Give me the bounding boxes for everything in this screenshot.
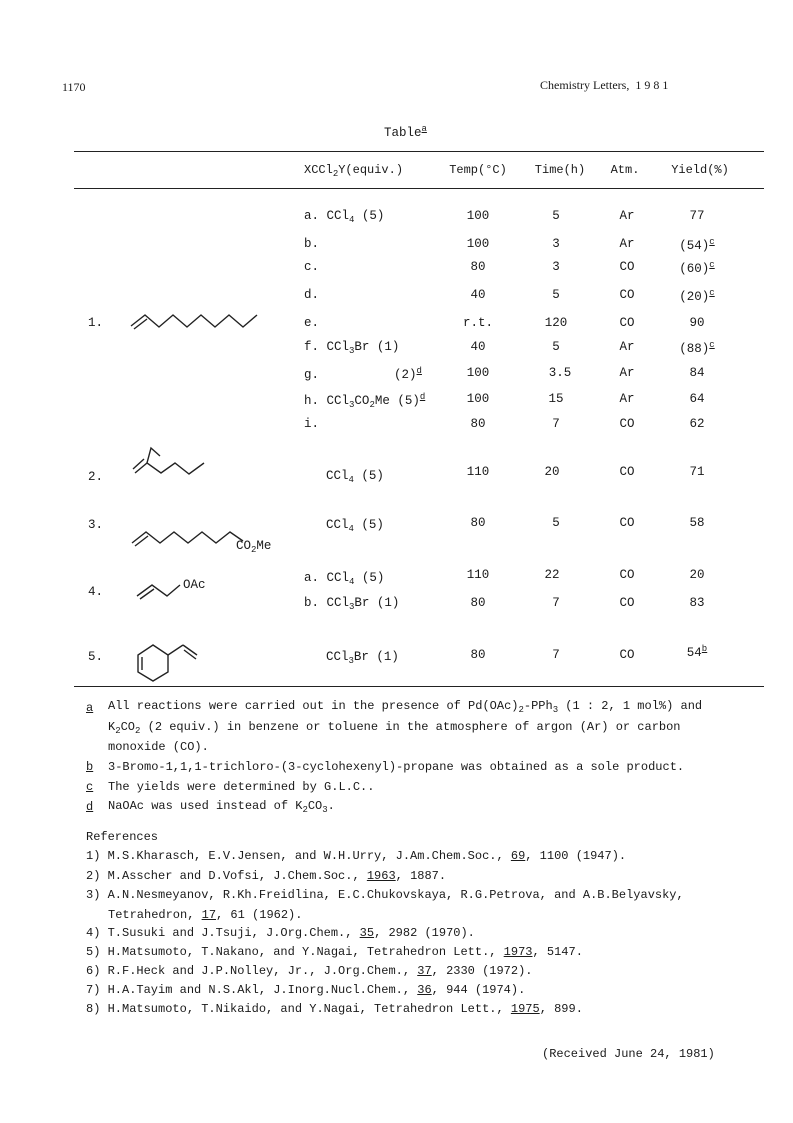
table-bottom-rule [74, 686, 764, 687]
yield-cell: 64 [689, 392, 705, 406]
atm-cell: Ar [619, 366, 635, 380]
footnote-text: $K_2CO_2$ (2 equiv.) in benzene or toluene in the atmosphere of argon (Ar) or carbon [108, 720, 681, 736]
time-cell: 120 [544, 316, 568, 330]
footnote-text: All reactions were carried out in the presence of $Pd(OAc)_2-PPh_3$ (1 : 2, 1 mol%) and [108, 699, 703, 715]
received-date: (Received June 24, 1981) [542, 1047, 715, 1061]
table-title: Table$^a$ [384, 124, 427, 140]
time-cell: 7 [552, 648, 560, 662]
yield-cell: 77 [689, 209, 705, 223]
yield-cell: $(60)^c$ [679, 260, 715, 276]
yield-cell: 90 [689, 316, 705, 330]
reagent-cell: CCl$_4$ (5) [326, 518, 384, 534]
temp-cell: 100 [466, 366, 490, 380]
time-cell: 7 [552, 417, 560, 431]
footnote-text: 3-Bromo-1,1,1-trichloro-(3-cyclohexenyl)-propane was obtained as a sole product. [108, 760, 685, 774]
temp-cell: r.t. [462, 316, 494, 330]
yield-cell: 20 [689, 568, 705, 582]
atm-cell: CO [619, 288, 635, 302]
temp-cell: 40 [470, 288, 486, 302]
reagent-cell: g. $(2)^d$ [304, 366, 422, 382]
col-header-time: Time(h) [534, 163, 586, 177]
temp-cell: 100 [466, 209, 490, 223]
col-header-reagent: XCCl$_2$Y(equiv.) [304, 163, 404, 179]
time-cell: 15 [548, 392, 564, 406]
atm-cell: CO [619, 260, 635, 274]
structure-vinylcyclohexene [138, 645, 197, 681]
atm-cell: CO [619, 316, 635, 330]
atm-cell: Ar [619, 340, 635, 354]
yield-cell: $(20)^c$ [679, 288, 715, 304]
temp-cell: 110 [466, 465, 490, 479]
footnote-mark: b [86, 760, 94, 774]
reference-item: 1) M.S.Kharasch, E.V.Jensen, and W.H.Urry, J.Am.Chem.Soc., 69, 1100 (1947). [86, 849, 627, 863]
col-header-atm: Atm. [610, 163, 640, 177]
structure-undecenoate [132, 532, 243, 546]
reference-item: 6) R.F.Heck and J.P.Nolley, Jr., J.Org.Chem., 37, 2330 (1972). [86, 964, 533, 978]
yield-cell: 54$^b$ [686, 644, 708, 660]
atm-cell: Ar [619, 392, 635, 406]
footnote-text: The yields were determined by G.L.C.. [108, 780, 375, 794]
atm-cell: CO [619, 516, 635, 530]
footnote-mark: c [86, 780, 94, 794]
time-cell: 5 [552, 340, 560, 354]
journal-year: 1 9 8 1 [635, 78, 669, 92]
reagent-cell: c. [304, 260, 320, 274]
reagent-cell: a. CCl$_4$ (5) [304, 571, 385, 587]
reagent-cell: f. CCl$_3$Br (1) [304, 340, 400, 356]
reagent-cell: CCl$_3$Br (1) [326, 650, 399, 666]
temp-cell: 40 [470, 340, 486, 354]
time-cell: 22 [544, 568, 560, 582]
page-number: 1170 [62, 80, 86, 94]
entry-number: 4. [88, 585, 104, 599]
reference-item: 3) A.N.Nesmeyanov, R.Kh.Freidlina, E.C.Chukovskaya, R.G.Petrova, and A.B.Belyavsky, [86, 888, 684, 902]
col-header-temp: Temp(°C) [449, 163, 507, 177]
entry-number: 3. [88, 518, 104, 532]
yield-cell: 84 [689, 366, 705, 380]
yield-cell: 62 [689, 417, 705, 431]
time-cell: 20 [544, 465, 560, 479]
time-cell: 5 [552, 288, 560, 302]
temp-cell: 80 [470, 260, 486, 274]
time-cell: 3 [552, 237, 560, 251]
reference-item: 2) M.Asscher and D.Vofsi, J.Chem.Soc., 1963, 1887. [86, 869, 447, 883]
temp-cell: 100 [466, 237, 490, 251]
reagent-cell: CCl$_4$ (5) [326, 469, 384, 485]
footnote-text: NaOAc was used instead of $K_2CO_3$. [108, 799, 335, 815]
footnote-text: monoxide (CO). [108, 740, 209, 754]
structure-decene [131, 315, 257, 329]
atm-cell: Ar [619, 237, 635, 251]
yield-cell: 71 [689, 465, 705, 479]
atm-cell: CO [619, 417, 635, 431]
temp-cell: 80 [470, 648, 486, 662]
reagent-cell: h. $CCl_3CO_2Me$ $(5)^d$ [304, 392, 426, 410]
temp-cell: 80 [470, 417, 486, 431]
yield-cell: 83 [689, 596, 705, 610]
atm-cell: CO [619, 596, 635, 610]
reference-item: 7) H.A.Tayim and N.S.Akl, J.Inorg.Nucl.Chem., 36, 944 (1974). [86, 983, 526, 997]
time-cell: 3.5 [548, 366, 572, 380]
temp-cell: 110 [466, 568, 490, 582]
time-cell: 5 [552, 209, 560, 223]
entry-number: 1. [88, 316, 104, 330]
time-cell: 5 [552, 516, 560, 530]
footnote-mark: d [86, 800, 94, 814]
entry-number: 2. [88, 470, 104, 484]
time-cell: 7 [552, 596, 560, 610]
journal-title: Chemistry Letters, 1 9 8 1 [540, 78, 669, 92]
reference-item: 8) H.Matsumoto, T.Nikaido, and Y.Nagai, Tetrahedron Lett., 1975, 899. [86, 1002, 583, 1016]
time-cell: 3 [552, 260, 560, 274]
temp-cell: 100 [466, 392, 490, 406]
yield-cell: $(54)^c$ [679, 237, 715, 253]
references-heading: References [86, 830, 159, 844]
atm-cell: CO [619, 648, 635, 662]
reference-item: 5) H.Matsumoto, T.Nakano, and Y.Nagai, Tetrahedron Lett., 1973, 5147. [86, 945, 583, 959]
entry-number: 5. [88, 650, 104, 664]
reagent-cell: d. [304, 288, 320, 302]
reagent-cell: e. [304, 316, 320, 330]
atm-cell: CO [619, 465, 635, 479]
atm-cell: Ar [619, 209, 635, 223]
reagent-cell: b. CCl$_3$Br (1) [304, 596, 400, 612]
structure-allyl-acetate [137, 585, 180, 599]
reference-item-continuation: Tetrahedron, 17, 61 (1962). [108, 908, 303, 922]
yield-cell: 58 [689, 516, 705, 530]
temp-cell: 80 [470, 516, 486, 530]
substituent-label: $CO_2Me$ [236, 539, 272, 555]
reference-item: 4) T.Susuki and J.Tsuji, J.Org.Chem., 35, 2982 (1970). [86, 926, 475, 940]
atm-cell: CO [619, 568, 635, 582]
col-header-yield: Yield(%) [671, 163, 729, 177]
yield-cell: $(88)^c$ [679, 340, 715, 356]
temp-cell: 80 [470, 596, 486, 610]
substituent-label: OAc [183, 578, 206, 592]
reagent-cell: i. [304, 417, 320, 431]
reagent-cell: a. CCl$_4$ (5) [304, 209, 385, 225]
structure-ethylhexene [133, 448, 204, 474]
reagent-cell: b. [304, 237, 320, 251]
footnote-mark: a [86, 701, 94, 715]
